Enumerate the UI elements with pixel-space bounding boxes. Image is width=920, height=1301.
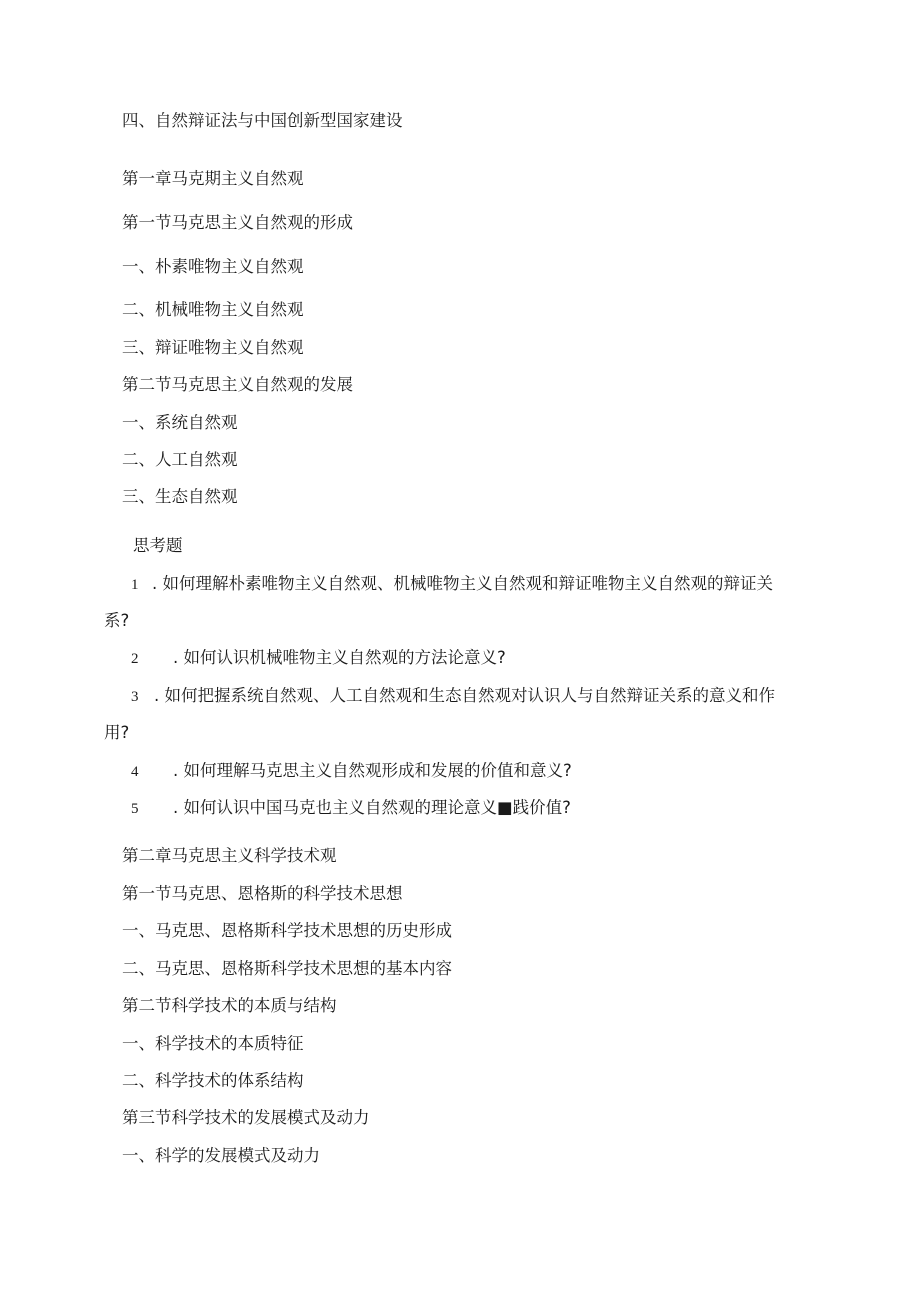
subsection-item: 一、科学技术的本质特征 xyxy=(122,1034,304,1053)
question-item xyxy=(131,797,571,820)
section-heading: 第一节马克思主义自然观的形成 xyxy=(122,213,353,232)
question-text: . 如何认识机械唯物主义自然观的方法论意义? xyxy=(173,648,506,667)
question-text: . 如何把握系统自然观、人工自然观和生态自然观对认识人与自然辩证关系的意义和作 xyxy=(154,686,775,705)
chapter-heading: 第二章马克思主义科学技术观 xyxy=(122,846,337,865)
section-heading: 第三节科学技术的发展模式及动力 xyxy=(122,1108,370,1127)
question-number: 1 xyxy=(131,577,139,593)
question-number: 5 xyxy=(131,801,139,817)
subsection-item: 一、系统自然观 xyxy=(122,413,238,432)
question-continuation: 系? xyxy=(104,611,130,630)
subsection-item: 二、机械唯物主义自然观 xyxy=(122,300,304,319)
question-text: . 如何认识中国马克也主义自然观的理论意义■践价值? xyxy=(173,798,571,817)
subsection-item: 二、马克思、恩格斯科学技术思想的基本内容 xyxy=(122,959,452,978)
question-continuation: 用? xyxy=(104,723,130,742)
subsection-item: 三、辩证唯物主义自然观 xyxy=(122,338,304,357)
chapter-heading: 第一章马克期主义自然观 xyxy=(122,169,304,188)
subsection-item: 一、朴素唯物主义自然观 xyxy=(122,257,304,276)
subsection-item: 二、人工自然观 xyxy=(122,450,238,469)
subsection-item: 二、科学技术的体系结构 xyxy=(122,1071,304,1090)
subsection-item: 三、生态自然观 xyxy=(122,487,238,506)
subsection-item: 一、马克思、恩格斯科学技术思想的历史形成 xyxy=(122,921,452,940)
questions-heading: 思考题 xyxy=(133,536,183,555)
question-number: 2 xyxy=(131,651,139,667)
section-heading: 第一节马克思、恩格斯的科学技术思想 xyxy=(122,884,403,903)
question-item xyxy=(131,573,773,596)
question-number: 4 xyxy=(131,764,139,780)
question-item xyxy=(131,685,775,708)
question-item xyxy=(131,647,506,670)
section-heading: 四、自然辩证法与中国创新型国家建设 xyxy=(122,111,403,130)
subsection-item: 一、科学的发展模式及动力 xyxy=(122,1146,320,1165)
question-number: 3 xyxy=(131,689,139,705)
question-item xyxy=(131,760,572,783)
question-text: . 如何理解马克思主义自然观形成和发展的价值和意义? xyxy=(173,761,572,780)
question-text: . 如何理解朴素唯物主义自然观、机械唯物主义自然观和辩证唯物主义自然观的辩证关 xyxy=(152,574,773,593)
section-heading: 第二节科学技术的本质与结构 xyxy=(122,996,337,1015)
section-heading: 第二节马克思主义自然观的发展 xyxy=(122,375,353,394)
